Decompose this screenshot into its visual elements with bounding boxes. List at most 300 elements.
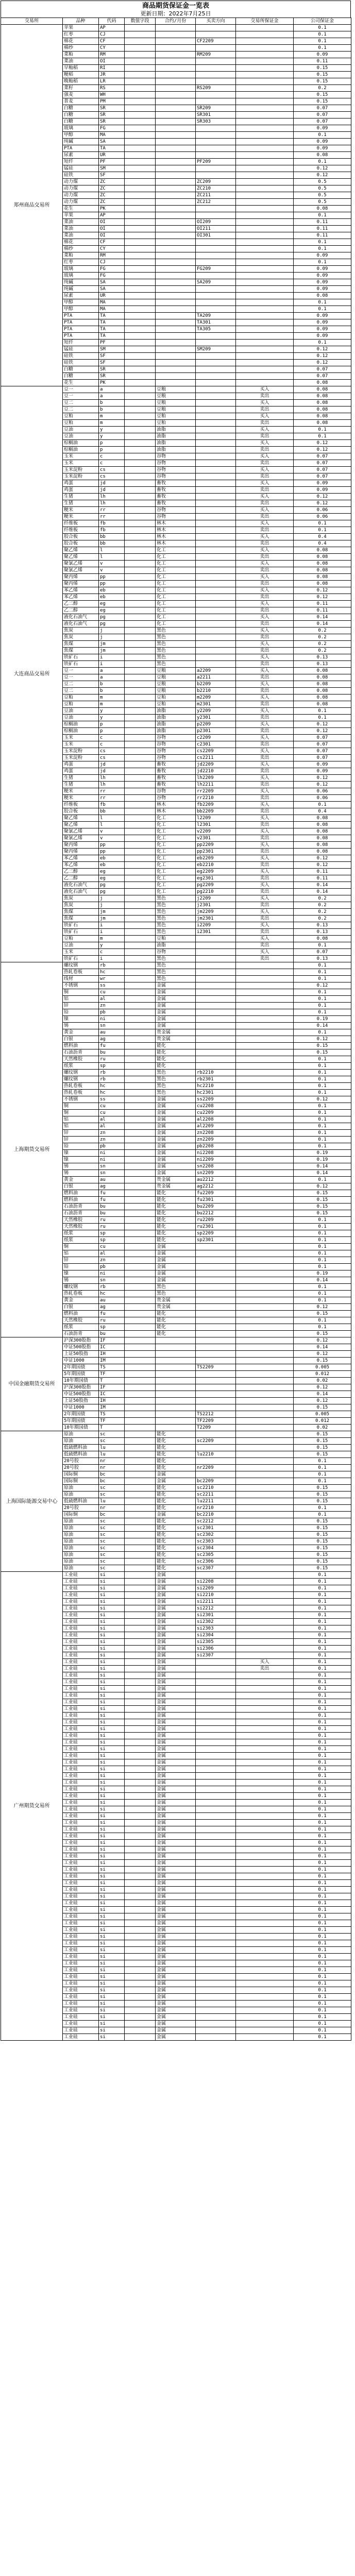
value-cell [125, 1987, 156, 1994]
value-cell [125, 1565, 156, 1572]
code-cell: si [99, 2007, 125, 2014]
exchange-margin-cell: 买入 [236, 855, 294, 862]
value-cell [125, 1337, 156, 1344]
direction-cell [196, 246, 236, 252]
direction-cell: rr2210 [196, 795, 236, 802]
contract-cell: 贵金属 [156, 1029, 196, 1036]
code-cell: c [99, 741, 125, 748]
direction-cell: sc2305 [196, 1552, 236, 1558]
code-cell: c [99, 949, 125, 956]
value-cell [125, 1826, 156, 1833]
exchange-margin-cell [236, 2014, 294, 2021]
code-cell: CF [99, 38, 125, 45]
exchange-margin-cell [236, 1505, 294, 1512]
code-cell: c [99, 735, 125, 741]
exchange-margin-cell [236, 1833, 294, 1840]
value-cell [125, 755, 156, 761]
value-cell [125, 815, 156, 822]
code-cell: PF [99, 340, 125, 346]
company-margin-cell: 0.08 [294, 694, 351, 701]
value-cell [125, 2021, 156, 2027]
code-cell: m [99, 936, 125, 942]
exchange-margin-cell: 买入 [236, 467, 294, 473]
code-cell: ss [99, 1096, 125, 1103]
direction-cell [196, 286, 236, 293]
contract-cell: 黑色 [156, 628, 196, 634]
company-margin-cell: 0.1 [294, 1612, 351, 1619]
company-margin-cell: 0.5 [294, 185, 351, 192]
code-cell: si [99, 1887, 125, 1893]
direction-cell [196, 1980, 236, 1987]
code-cell: i [99, 654, 125, 661]
product-cell: 玉米淀粉 [63, 748, 99, 755]
value-cell [125, 380, 156, 386]
value-cell [125, 1264, 156, 1270]
value-cell [125, 1438, 156, 1445]
direction-cell [196, 1806, 236, 1813]
contract-cell: 金属 [156, 1994, 196, 2001]
company-margin-cell: 0.12 [294, 855, 351, 862]
contract-cell: 谷物 [156, 507, 196, 514]
code-cell: ag [99, 1183, 125, 1190]
exchange-margin-cell: 买入 [236, 520, 294, 527]
contract-cell: 金属 [156, 1110, 196, 1116]
code-cell: sc [99, 1518, 125, 1525]
product-cell: 粳米 [63, 507, 99, 514]
exchange-margin-cell: 买入 [236, 708, 294, 715]
contract-cell: 金属 [156, 1257, 196, 1264]
company-margin-cell: 0.08 [294, 681, 351, 688]
value-cell [125, 1331, 156, 1337]
product-cell: 工业硅 [63, 1980, 99, 1987]
contract-cell: 金属 [156, 1666, 196, 1672]
code-cell: fu [99, 1311, 125, 1317]
product-cell: 菜油 [63, 58, 99, 65]
direction-cell [196, 1873, 236, 1880]
product-cell: 硅铁 [63, 172, 99, 179]
exchange-margin-cell [236, 1244, 294, 1250]
exchange-margin-cell [236, 286, 294, 293]
value-cell [125, 78, 156, 85]
code-cell: i [99, 929, 125, 936]
company-margin-cell: 0.4 [294, 534, 351, 540]
direction-cell: bb2209 [196, 808, 236, 815]
contract-cell: 能化 [156, 1505, 196, 1512]
product-cell: 纸浆 [63, 1324, 99, 1331]
product-cell: 热轧卷板 [63, 1090, 99, 1096]
direction-cell [196, 420, 236, 427]
product-cell: 豆二 [63, 406, 99, 413]
contract-cell: 金属 [156, 1250, 196, 1257]
value-cell [125, 346, 156, 353]
code-cell: cu [99, 1244, 125, 1250]
exchange-margin-cell [236, 1934, 294, 1940]
company-margin-cell: 0.15 [294, 1525, 351, 1532]
company-margin-cell: 0.11 [294, 226, 351, 232]
direction-cell: eg2209 [196, 869, 236, 875]
company-margin-cell: 0.1 [294, 1974, 351, 1980]
contract-cell: 能化 [156, 1525, 196, 1532]
direction-cell [196, 1351, 236, 1358]
exchange-margin-cell: 卖出 [236, 755, 294, 761]
company-margin-cell: 0.1 [294, 1230, 351, 1237]
company-margin-cell: 0.1 [294, 1110, 351, 1116]
value-cell [125, 45, 156, 52]
company-margin-cell: 0.12 [294, 782, 351, 788]
code-cell: si [99, 1846, 125, 1853]
value-cell [125, 1706, 156, 1713]
company-margin-cell: 0.005 [294, 1364, 351, 1371]
product-cell: 铝 [63, 1123, 99, 1130]
product-cell: 工业硅 [63, 1766, 99, 1773]
direction-cell [196, 386, 236, 393]
exchange-margin-cell [236, 1726, 294, 1733]
company-margin-cell: 0.15 [294, 1532, 351, 1538]
value-cell [125, 587, 156, 594]
product-cell: 原油 [63, 1485, 99, 1492]
product-cell: 国际铜 [63, 1512, 99, 1518]
direction-cell: PF209 [196, 159, 236, 165]
company-margin-cell: 0.1 [294, 1237, 351, 1244]
code-cell: wr [99, 976, 125, 982]
product-cell: 工业硅 [63, 1893, 99, 1900]
value-cell [125, 1257, 156, 1264]
contract-cell: 谷物 [156, 453, 196, 460]
contract-cell: 金属 [156, 1913, 196, 1920]
direction-cell [196, 1056, 236, 1063]
code-cell: bu [99, 1210, 125, 1217]
value-cell [125, 1873, 156, 1880]
company-margin-cell: 0.09 [294, 480, 351, 487]
direction-cell: bu2212 [196, 1210, 236, 1217]
direction-cell [196, 1686, 236, 1692]
code-cell: CF [99, 239, 125, 246]
company-margin-cell: 0.09 [294, 266, 351, 273]
exchange-margin-cell [236, 1130, 294, 1137]
product-cell: 豆粕 [63, 413, 99, 420]
product-cell: 工业硅 [63, 1806, 99, 1813]
contract-cell [156, 299, 196, 306]
exchange-margin-cell [236, 2027, 294, 2034]
company-margin-cell: 0.09 [294, 279, 351, 286]
company-margin-cell: 0.12 [294, 172, 351, 179]
product-cell: 苹果 [63, 25, 99, 31]
value-cell [125, 788, 156, 795]
product-cell: 工业硅 [63, 1652, 99, 1659]
company-margin-cell: 0.15 [294, 1538, 351, 1545]
direction-cell [196, 252, 236, 259]
code-cell: si [99, 1739, 125, 1746]
company-margin-cell: 0.14 [294, 1163, 351, 1170]
direction-cell [196, 1043, 236, 1049]
exchange-margin-cell: 卖出 [236, 942, 294, 949]
company-margin-cell: 0.08 [294, 413, 351, 420]
contract-cell: 能化 [156, 1445, 196, 1451]
contract-cell: 化工 [156, 855, 196, 862]
value-cell [125, 1619, 156, 1625]
contract-cell: 豆粮 [156, 681, 196, 688]
product-cell: 国际铜 [63, 1471, 99, 1478]
direction-cell [196, 1398, 236, 1404]
contract-cell: 金属 [156, 1130, 196, 1137]
contract-cell [156, 72, 196, 78]
company-margin-cell: 0.1 [294, 1130, 351, 1137]
contract-cell: 贵金属 [156, 1304, 196, 1311]
direction-cell [196, 1987, 236, 1994]
contract-cell [156, 199, 196, 206]
code-cell: si [99, 1780, 125, 1786]
contract-cell: 金属 [156, 1170, 196, 1177]
direction-cell: pg2209 [196, 882, 236, 889]
value-cell [125, 393, 156, 400]
code-cell: si [99, 1599, 125, 1605]
product-cell: 玉米淀粉 [63, 467, 99, 473]
code-cell: SR [99, 112, 125, 118]
product-cell: 工业硅 [63, 2014, 99, 2021]
product-cell: 工业硅 [63, 1666, 99, 1672]
product-cell: 生猪 [63, 494, 99, 500]
direction-cell [196, 634, 236, 641]
product-cell: 工业硅 [63, 1706, 99, 1713]
product-cell: PTA [63, 319, 99, 326]
direction-cell: OI301 [196, 232, 236, 239]
code-cell: rr [99, 788, 125, 795]
code-cell: rr [99, 514, 125, 520]
exchange-margin-cell [236, 1800, 294, 1806]
direction-cell [196, 1063, 236, 1070]
product-cell: 乙二醇 [63, 601, 99, 607]
exchange-margin-cell [236, 1250, 294, 1257]
code-cell: ss [99, 982, 125, 989]
direction-cell [196, 661, 236, 668]
code-cell: cs [99, 755, 125, 761]
product-cell: 工业硅 [63, 1713, 99, 1719]
contract-cell: 能化 [156, 1331, 196, 1337]
direction-cell: l2209 [196, 815, 236, 822]
direction-cell [196, 1934, 236, 1940]
exchange-margin-cell [236, 1378, 294, 1384]
contract-cell: 能化 [156, 1532, 196, 1538]
exchange-margin-cell [236, 1056, 294, 1063]
company-margin-cell: 0.1 [294, 1980, 351, 1987]
exchange-margin-cell: 卖出 [236, 688, 294, 694]
direction-cell [196, 413, 236, 420]
exchange-margin-cell: 卖出 [236, 567, 294, 574]
direction-cell: al2208 [196, 1116, 236, 1123]
exchange-margin-cell [236, 159, 294, 165]
exchange-margin-cell [236, 1003, 294, 1009]
contract-cell: 化工 [156, 882, 196, 889]
company-margin-cell: 0.1 [294, 427, 351, 433]
product-cell: 工业硅 [63, 1605, 99, 1612]
contract-cell: 金属 [156, 1632, 196, 1639]
product-cell: 豆油 [63, 427, 99, 433]
direction-cell [196, 1324, 236, 1331]
product-cell: 原油 [63, 1545, 99, 1552]
value-cell [125, 65, 156, 72]
exchange-margin-cell: 买入 [236, 735, 294, 741]
exchange-margin-cell [236, 1291, 294, 1297]
direction-cell [196, 1679, 236, 1686]
contract-cell: 金属 [156, 1612, 196, 1619]
exchange-margin-cell [236, 65, 294, 72]
direction-cell [196, 72, 236, 78]
exchange-margin-cell: 卖出 [236, 889, 294, 895]
company-margin-cell: 0.15 [294, 78, 351, 85]
value-cell [125, 286, 156, 293]
value-cell [125, 634, 156, 641]
code-cell: rr [99, 507, 125, 514]
contract-cell: 黑色 [156, 962, 196, 969]
direction-cell: p2301 [196, 728, 236, 735]
company-margin-cell: 0.2 [294, 641, 351, 648]
contract-cell: 能化 [156, 1545, 196, 1552]
direction-cell [196, 98, 236, 105]
direction-cell [196, 936, 236, 942]
contract-cell: 化工 [156, 875, 196, 882]
product-cell: 纸浆 [63, 1230, 99, 1237]
direction-cell [196, 1967, 236, 1974]
code-cell: lu [99, 1445, 125, 1451]
contract-cell: 油脂 [156, 721, 196, 728]
contract-cell: 金属 [156, 1780, 196, 1786]
product-cell: 棕榈油 [63, 440, 99, 447]
exchange-margin-cell [236, 1900, 294, 1907]
code-cell: j [99, 895, 125, 902]
exchange-margin-cell: 卖出 [236, 487, 294, 494]
product-cell: 天然橡胶 [63, 1317, 99, 1324]
value-cell [125, 1083, 156, 1090]
contract-cell: 能化 [156, 1197, 196, 1204]
company-margin-cell: 0.15 [294, 1565, 351, 1572]
company-margin-cell: 0.08 [294, 406, 351, 413]
product-cell: 铝 [63, 1250, 99, 1257]
product-cell: 中证500股指 [63, 1344, 99, 1351]
contract-cell: 金属 [156, 1746, 196, 1753]
company-margin-cell: 0.1 [294, 1217, 351, 1224]
value-cell [125, 594, 156, 601]
company-margin-cell: 0.2 [294, 648, 351, 654]
value-cell [125, 1023, 156, 1029]
exchange-margin-cell: 卖出 [236, 420, 294, 427]
contract-cell: 金属 [156, 1652, 196, 1659]
col-header-exchange: 交易所 [1, 18, 63, 25]
direction-cell: si2307 [196, 1652, 236, 1659]
header-row [1, 18, 351, 25]
company-margin-cell: 0.08 [294, 554, 351, 561]
exchange-margin-cell [236, 1257, 294, 1264]
direction-cell: pg2210 [196, 889, 236, 895]
exchange-margin-cell: 卖出 [236, 540, 294, 547]
company-margin-cell: 0.1 [294, 1063, 351, 1070]
direction-cell: si2212 [196, 1605, 236, 1612]
product-cell: 中证1000 [63, 1404, 99, 1411]
exchange-margin-cell [236, 1846, 294, 1853]
code-cell: si [99, 1625, 125, 1632]
exchange-margin-cell [236, 346, 294, 353]
direction-cell [196, 1913, 236, 1920]
product-cell: 工业硅 [63, 1793, 99, 1800]
contract-cell: 油脂 [156, 427, 196, 433]
value-cell [125, 2001, 156, 2007]
direction-cell: SM209 [196, 346, 236, 353]
product-cell: 工业硅 [63, 1625, 99, 1632]
exchange-margin-cell [236, 1485, 294, 1492]
contract-cell: 林木 [156, 527, 196, 534]
direction-cell: a2211 [196, 674, 236, 681]
direction-cell: bu2209 [196, 1204, 236, 1210]
exchange-margin-cell [236, 1331, 294, 1337]
product-cell: 棉花 [63, 38, 99, 45]
direction-cell [196, 581, 236, 587]
value-cell [125, 1753, 156, 1759]
company-margin-cell: 0.005 [294, 1411, 351, 1418]
code-cell: sc [99, 1558, 125, 1565]
company-margin-cell: 0.15 [294, 1404, 351, 1411]
code-cell: fb [99, 520, 125, 527]
exchange-margin-cell: 卖出 [236, 527, 294, 534]
product-cell: 乙二醇 [63, 607, 99, 614]
contract-cell [156, 1384, 196, 1391]
code-cell: al [99, 1116, 125, 1123]
direction-cell [196, 1659, 236, 1666]
value-cell [125, 212, 156, 219]
exchange-margin-cell [236, 52, 294, 58]
product-cell: 花生 [63, 380, 99, 386]
value-cell [125, 1538, 156, 1545]
exchange-margin-cell: 买入 [236, 574, 294, 581]
code-cell: si [99, 1773, 125, 1780]
direction-cell [196, 976, 236, 982]
company-margin-cell: 0.08 [294, 206, 351, 212]
direction-cell [196, 1833, 236, 1840]
company-margin-cell: 0.14 [294, 882, 351, 889]
direction-cell: i2301 [196, 929, 236, 936]
code-cell: eb [99, 587, 125, 594]
exchange-margin-cell: 买入 [236, 614, 294, 621]
contract-cell: 林木 [156, 520, 196, 527]
exchange-margin-cell: 买入 [236, 922, 294, 929]
company-margin-cell: 0.1 [294, 1123, 351, 1130]
company-margin-cell: 0.07 [294, 105, 351, 112]
direction-cell: a2209 [196, 668, 236, 674]
exchange-margin-cell: 卖出 [236, 554, 294, 561]
exchange-margin-cell: 卖出 [236, 473, 294, 480]
company-margin-cell: 0.1 [294, 520, 351, 527]
exchange-margin-cell [236, 206, 294, 212]
company-margin-cell: 0.1 [294, 1766, 351, 1773]
contract-cell [156, 319, 196, 326]
code-cell: OI [99, 226, 125, 232]
company-margin-cell: 0.1 [294, 31, 351, 38]
contract-cell [156, 259, 196, 266]
col-header-code: 代码 [99, 18, 125, 25]
code-cell: si [99, 1619, 125, 1625]
code-cell: sp [99, 1063, 125, 1070]
exchange-margin-cell [236, 1565, 294, 1572]
code-cell: si [99, 1820, 125, 1826]
contract-cell: 能化 [156, 1558, 196, 1565]
direction-cell: hc2210 [196, 1083, 236, 1090]
value-cell [125, 1820, 156, 1826]
contract-cell: 黑色 [156, 641, 196, 648]
product-cell: 甲醇 [63, 132, 99, 139]
company-margin-cell: 0.1 [294, 2001, 351, 2007]
product-cell: 工业硅 [63, 2034, 99, 2041]
direction-cell [196, 1927, 236, 1934]
value-cell [125, 1646, 156, 1652]
direction-cell: SR303 [196, 118, 236, 125]
